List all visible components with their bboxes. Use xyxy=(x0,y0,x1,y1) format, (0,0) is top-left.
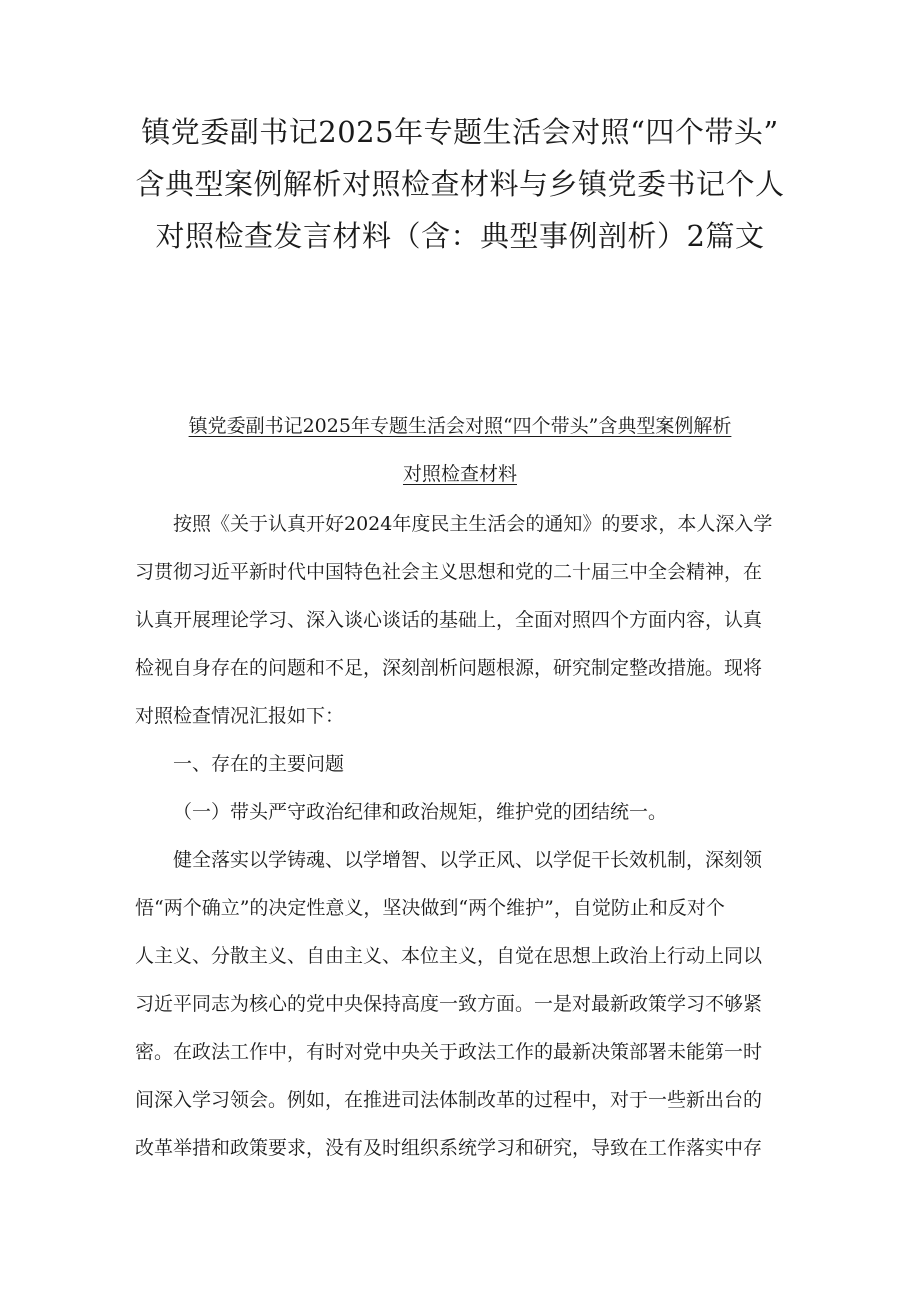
subsection-heading: （一）带头严守政治纪律和政治规矩，维护党的团结统一。 xyxy=(173,801,668,823)
paragraph-line: 对照检查情况汇报如下： xyxy=(135,705,345,727)
paragraph-line: 按照《关于认真开好2024年度民主生活会的通知》的要求，本人深入学 xyxy=(173,513,773,535)
paragraph-line: 密。在政法工作中，有时对党中央关于政法工作的最新决策部署未能第一时 xyxy=(135,1041,763,1063)
subtitle-line: 镇党委副书记2025年专题生活会对照“四个带头”含典型案例解析 xyxy=(188,415,732,437)
section-title xyxy=(100,402,820,498)
paragraph-line: 间深入学习领会。例如，在推进司法体制改革的过程中，对于一些新出台的 xyxy=(135,1089,763,1111)
paragraph-line: 习贯彻习近平新时代中国特色社会主义思想和党的二十届三中全会精神，在 xyxy=(135,561,763,583)
title-line: 镇党委副书记2025年专题生活会对照“四个带头” xyxy=(141,115,779,149)
paragraph-line: 悟“两个确立”的决定性意义，坚决做到“两个维护”，自觉防止和反对个 xyxy=(135,897,725,919)
subtitle-line: 对照检查材料 xyxy=(402,463,517,485)
paragraph-line: 人主义、分散主义、自由主义、本位主义，自觉在思想上政治上行动上同以 xyxy=(135,945,763,967)
paragraph-line: 改革举措和政策要求，没有及时组织系统学习和研究，导致在工作落实中存 xyxy=(135,1137,763,1159)
paragraph-line: 检视自身存在的问题和不足，深刻剖析问题根源，研究制定整改措施。现将 xyxy=(135,657,763,679)
paragraph-line: 习近平同志为核心的党中央保持高度一致方面。一是对最新政策学习不够紧 xyxy=(135,993,763,1015)
section-heading: 一、存在的主要问题 xyxy=(173,753,345,775)
paragraph-line: 健全落实以学铸魂、以学增智、以学正风、以学促干长效机制，深刻领 xyxy=(173,849,763,871)
body-text xyxy=(135,500,791,1172)
title-line: 含典型案例解析对照检查材料与乡镇党委书记个人 xyxy=(135,167,785,201)
paragraph-line: 认真开展理论学习、深入谈心谈话的基础上，全面对照四个方面内容，认真 xyxy=(135,609,763,631)
document-title xyxy=(100,106,820,262)
title-line: 对照检查发言材料（含：典型事例剖析）2篇文 xyxy=(155,219,765,253)
